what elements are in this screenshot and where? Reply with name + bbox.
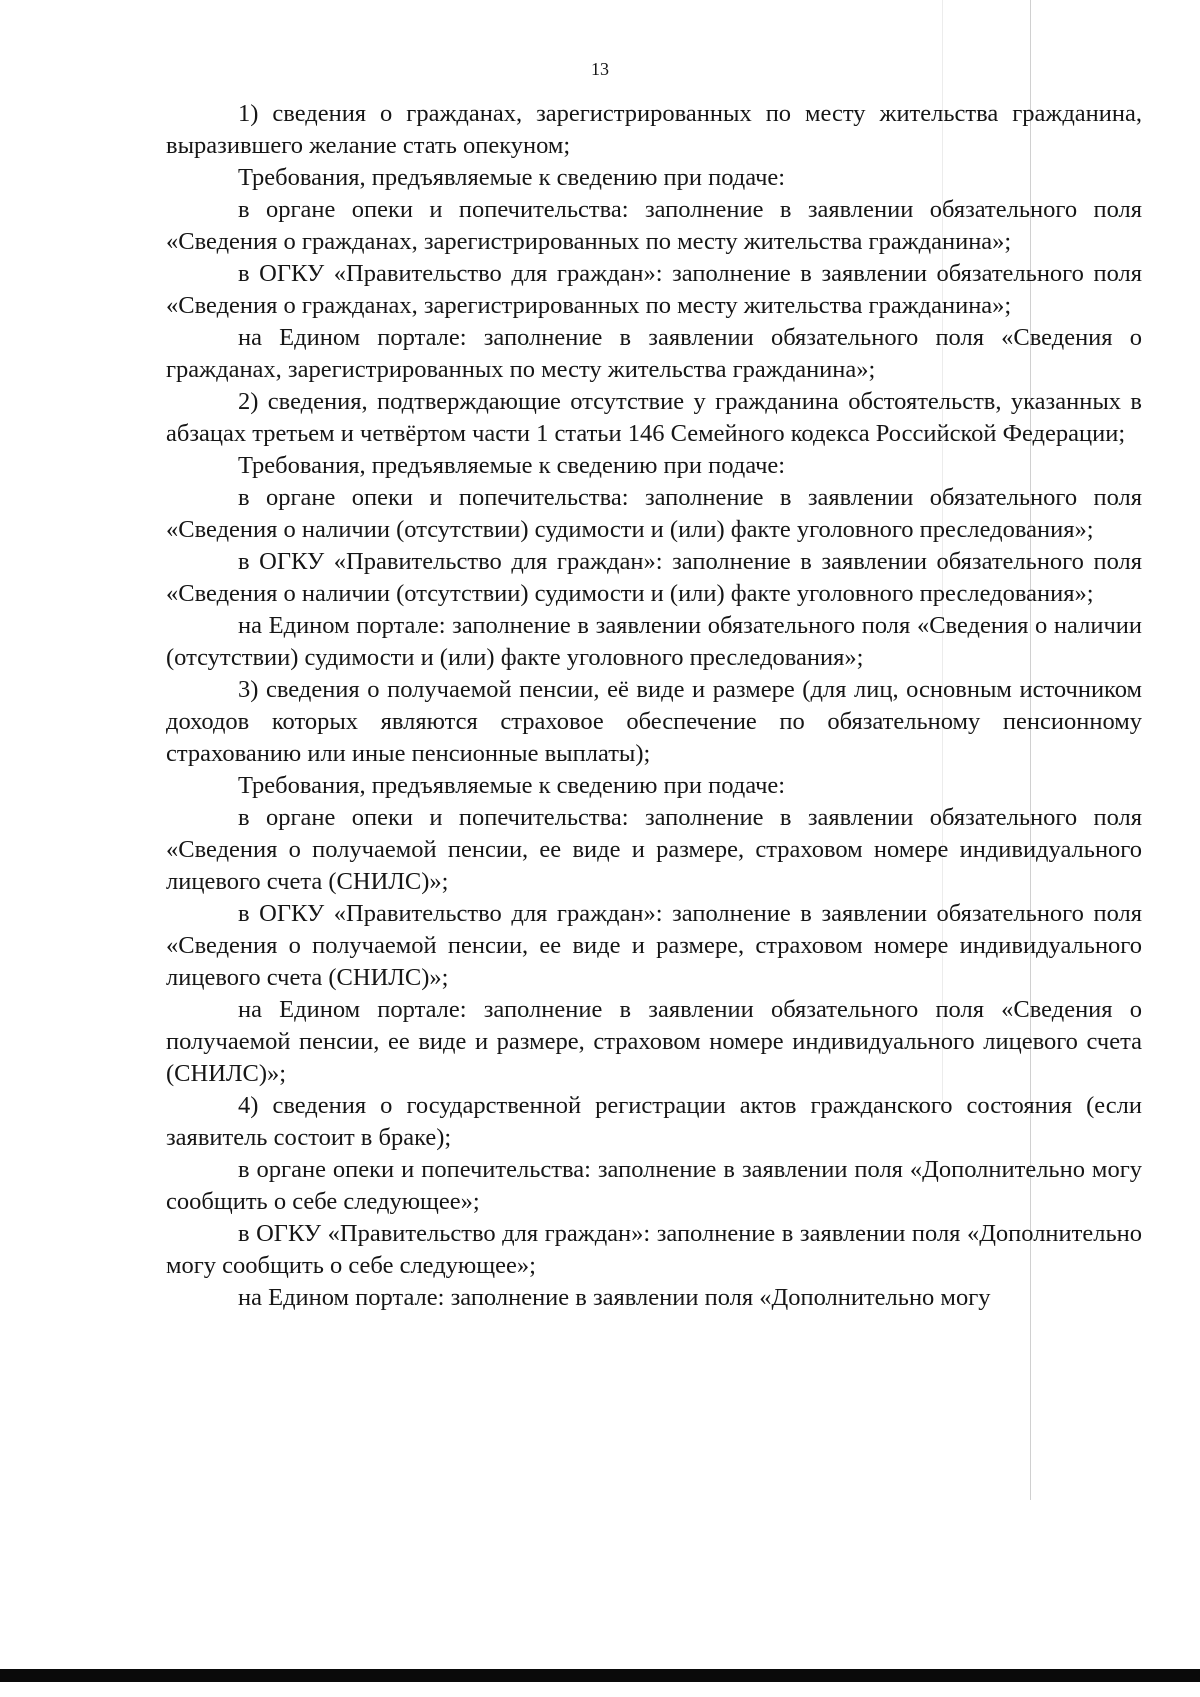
document-body [166,98,1142,1314]
paragraph-guardianship-organ: в органе опеки и попечительства: заполнение в заявлении обязательного поля «Сведения о наличии (отсутствии) судимости и (или) факте уголовного преследования»; [166,484,1142,543]
page-number: 13 [591,59,609,79]
paragraph-guardianship-organ: в органе опеки и попечительства: заполнение в заявлении поля «Дополнительно могу сообщить о себе следующее»; [166,1156,1142,1215]
paragraph-unified-portal: на Едином портале: заполнение в заявлении обязательного поля «Сведения о наличии (отсутствии) судимости и (или) факте уголовного преследования»; [166,612,1142,671]
paragraph-item-2: 2) сведения, подтверждающие отсутствие у гражданина обстоятельств, указанных в абзацах третьем и четвёртом части 1 статьи 146 Семейного кодекса Российской Федерации; [166,388,1142,447]
paragraph-item-3: 3) сведения о получаемой пенсии, её виде и размере (для лиц, основным источником доходов которых являются страховое обеспечение по обязательному пенсионному страхованию или иные пенсионные выплаты); [166,676,1142,767]
paragraph-item-1: 1) сведения о гражданах, зарегистрированных по месту жительства гражданина, выразившего желание стать опекуном; [166,100,1142,159]
paragraph-guardianship-organ: в органе опеки и попечительства: заполнение в заявлении обязательного поля «Сведения о получаемой пенсии, ее виде и размере, страховом номере индивидуального лицевого счета (СНИЛС)»; [166,804,1142,895]
paragraph-ogku: в ОГКУ «Правительство для граждан»: заполнение в заявлении обязательного поля «Сведения о получаемой пенсии, ее виде и размере, страховом номере индивидуального лицевого счета (СНИЛС)»; [166,900,1142,991]
paragraph-item-4: 4) сведения о государственной регистрации актов гражданского состояния (если заявитель состоит в браке); [166,1092,1142,1151]
paragraph-ogku: в ОГКУ «Правительство для граждан»: заполнение в заявлении обязательного поля «Сведения о наличии (отсутствии) судимости и (или) факте уголовного преследования»; [166,548,1142,607]
paragraph-requirements-heading: Требования, предъявляемые к сведению при подаче: [238,452,786,479]
paragraph-requirements-heading: Требования, предъявляемые к сведению при подаче: [238,164,786,191]
paragraph-unified-portal: на Едином портале: заполнение в заявлении поля «Дополнительно могу [238,1284,991,1311]
paragraph-ogku: в ОГКУ «Правительство для граждан»: заполнение в заявлении обязательного поля «Сведения о гражданах, зарегистрированных по месту жительства гражданина»; [166,260,1142,319]
paragraph-guardianship-organ: в органе опеки и попечительства: заполнение в заявлении обязательного поля «Сведения о гражданах, зарегистрированных по месту жительства гражданина»; [166,196,1142,255]
scan-bottom-edge [0,1669,1200,1682]
paragraph-unified-portal: на Едином портале: заполнение в заявлении обязательного поля «Сведения о получаемой пенсии, ее виде и размере, страховом номере индивидуального лицевого счета (СНИЛС)»; [166,996,1142,1087]
paragraph-ogku: в ОГКУ «Правительство для граждан»: заполнение в заявлении поля «Дополнительно могу сообщить о себе следующее»; [166,1220,1142,1279]
paragraph-unified-portal: на Едином портале: заполнение в заявлении обязательного поля «Сведения о гражданах, зарегистрированных по месту жительства гражданина»; [166,324,1142,383]
paragraph-requirements-heading: Требования, предъявляемые к сведению при подаче: [238,772,786,799]
